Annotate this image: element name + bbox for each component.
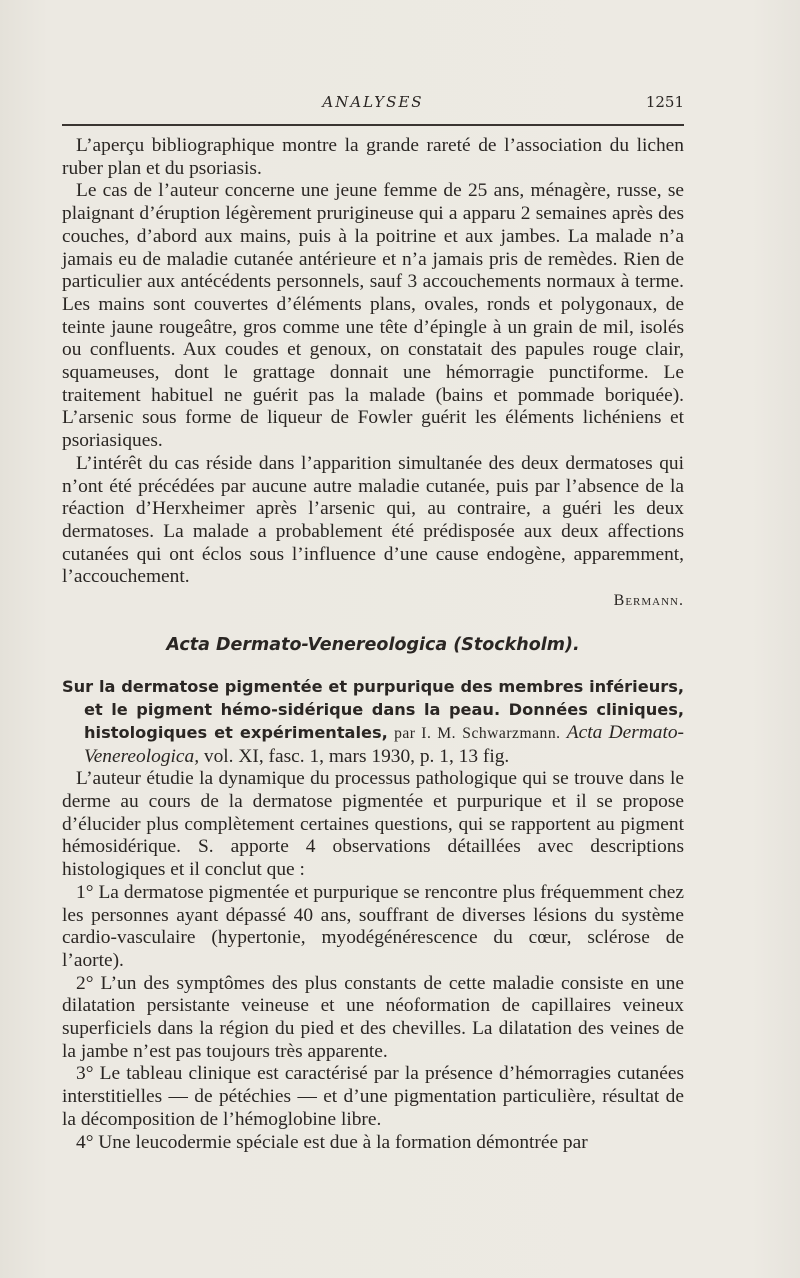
review1-paragraph-1: L’aperçu bibliographique montre la grande rareté de l’association du lichen ruber plan et du psoriasis. [62,135,684,179]
review2-item-4: 4° Une leucodermie spéciale est due à la formation démontrée par [76,1131,588,1153]
article-author-prefix: par I. M. [394,724,456,742]
running-head [62,93,684,115]
page-number: 1251 [645,93,684,111]
article-heading [62,676,684,768]
review2-item-3: 3° Le tableau clinique est caractérisé par la présence d’hémorragies cutanées interstitielles — de pétéchies — et d’une pigmentation particulière, résultat de la décomposition de l’hémoglobine libre. [62,1063,684,1130]
reviewer-signature: Bermann. [613,592,684,610]
page-body [62,135,684,1154]
journal-heading: Acta Dermato-Venereologica (Stockholm). [166,634,580,655]
article-citation: vol. XI, fasc. 1, mars 1930, p. 1, 13 fig. [203,745,510,767]
header-rule [62,124,684,126]
review2-paragraph-1: L’auteur étudie la dynamique du processus pathologique qui se trouve dans le derme au cours de la dermatose pigmentée et purpurique et il se propose d’élucider plus complètement certaines questions, qui se rapportent au pigment hémosidérique. S. apporte 4 observations détaillées avec descriptions histologiques et il conclut que : [62,768,684,881]
review2-item-1: 1° La dermatose pigmentée et purpurique se rencontre plus fréquemment chez les personnes ayant dépassé 40 ans, souffrant de diverses lésions du système cardio-vasculaire (hypertonie, myodégénérescence du cœur, sclérose de l’aorte). [62,881,684,971]
review1-paragraph-2: Le cas de l’auteur concerne une jeune femme de 25 ans, ménagère, russe, se plaignant d’éruption légèrement prurigineuse qui a apparu 2 semaines après des couches, d’abord aux mains, puis à la poitrine et aux jambes. La malade n’a jamais eu de maladie cutanée antérieure et n’a jamais pris de remèdes. Rien de particulier aux antécédents personnels, sauf 3 accouchements normaux à terme. Les mains sont couvertes d’éléments plans, ovales, ronds et polygonaux, de teinte jaune rougeâtre, gros comme une tête d’épingle à un grain de mil, isolés ou confluents. Aux coudes et genoux, on constatait des papules rouge clair, squameuses, dont le grattage donnait une hémorragie punctiforme. Le traitement habituel ne guérit pas la malade (bains et pommade boriquée). L’arsenic sous forme de liqueur de Fowler guérit les éléments lichéniens et psoriasiques. [62,180,684,452]
review1-paragraph-3: L’intérêt du cas réside dans l’apparition simultanée des deux dermatoses qui n’ont été précédées par aucune autre maladie cutanée, puis par l’absence de la réaction d’Herxheimer après l’arsenic qui, au contraire, a guéri les deux dermatoses. La malade a probablement été prédisposée aux deux affections cutanées qui ont éclos sous l’influence d’une cause endogène, apparemment, l’accouchement. [62,452,684,588]
article-title: Sur la dermatose pigmentée et purpurique des membres inférieurs, et le pigment hémo-sidérique dans la peau. Données cliniques, histologiques et expérimentales, [62,677,684,742]
review2-item-2: 2° L’un des symptômes des plus constants de cette maladie consiste en une dilatation persistante veineuse et une néoformation de capillaires veineux superficiels dans la région du pied et des chevilles. La dilatation des veines de la jambe n’est pas toujours très apparente. [62,972,684,1062]
article-journal: Acta Dermato-Venereologica, [84,721,684,767]
article-author: Schwarzmann. [462,724,561,742]
running-title: ANALYSES [322,93,424,111]
